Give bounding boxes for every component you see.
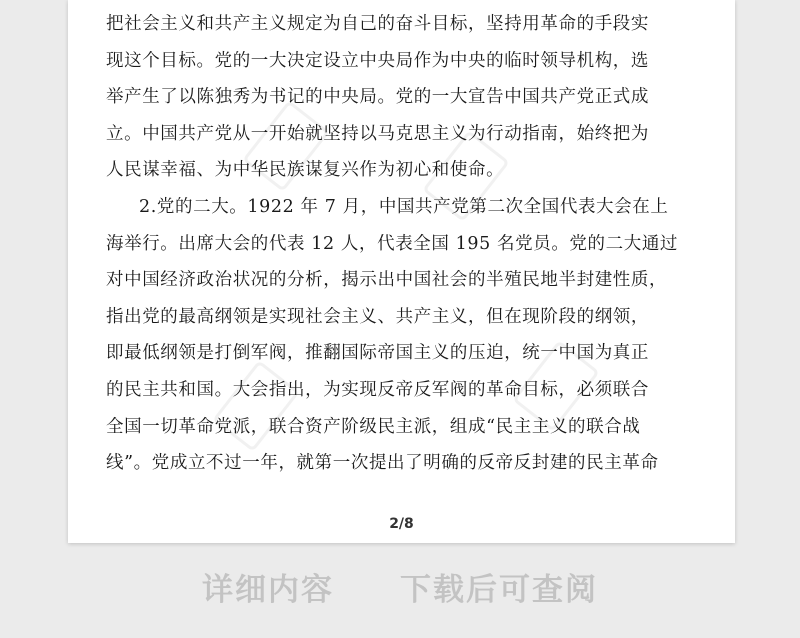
text-line: 把社会主义和共产主义规定为自己的奋斗目标，坚持用革命的手段实 — [106, 14, 649, 34]
text-line: 2.党的二大。1922 年 7 月，中国共产党第二次全国代表大会在上 — [139, 196, 669, 217]
page-number: 2/8 — [389, 516, 414, 532]
text-line: 即最低纲领是打倒军阀，推翻国际帝国主义的压迫，统一中国为真正 — [106, 343, 649, 364]
detail-content-label[interactable]: 详细内容 — [202, 572, 334, 608]
text-line: 指出党的最高纲领是实现社会主义、共产主义，但在现阶段的纲领， — [106, 306, 649, 327]
text-line: 人民谋幸福、为中华民族谋复兴作为初心和使命。 — [106, 160, 505, 181]
document-body — [106, 6, 698, 482]
download-to-view-label[interactable]: 下载后可查阅 — [400, 572, 598, 608]
text-line: 对中国经济政治状况的分析，揭示出中国社会的半殖民地半封建性质， — [106, 270, 668, 291]
footer-banner — [0, 560, 800, 610]
text-line: 线”。党成立不过一年，就第一次提出了明确的反帝反封建的民主革命 — [106, 453, 659, 474]
text-line: 现这个目标。党的一大决定设立中央局作为中央的临时领导机构，选 — [106, 50, 649, 71]
text-line: 的民主共和国。大会指出，为实现反帝反军阀的革命目标，必须联合 — [106, 379, 649, 400]
text-line: 立。中国共产党从一开始就坚持以马克思主义为行动指南，始终把为 — [106, 123, 649, 144]
text-line: 全国一切革命党派，联合资产阶级民主派，组成“民主主义的联合战 — [106, 416, 641, 437]
text-line: 海举行。出席大会的代表 12 人，代表全国 195 名党员。党的二大通过 — [106, 233, 679, 254]
document-page — [68, 0, 735, 543]
text-line: 举产生了以陈独秀为书记的中央局。党的一大宣告中国共产党正式成 — [106, 87, 649, 108]
